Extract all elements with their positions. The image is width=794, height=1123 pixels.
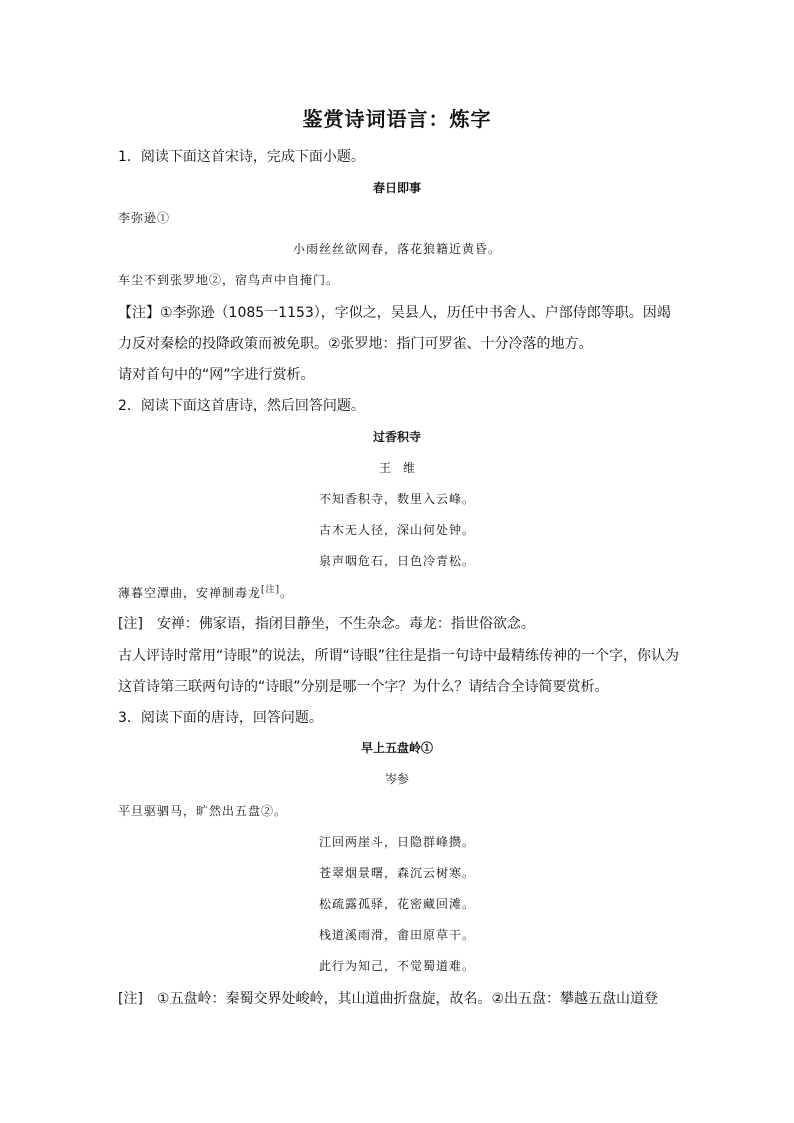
q2-note: [注] 安禅：佛家语，指闭目静坐，不生杂念。毒龙：指世俗欲念。 — [118, 616, 535, 632]
q2-poem-line-2: 古木无人径，深山何处钟。 — [318, 523, 475, 537]
q3-author: 岑参 — [384, 772, 409, 786]
q2-footnote-marker: [注] — [261, 585, 281, 595]
q1-author: 李弥逊① — [118, 211, 171, 225]
q1-question: 请对首句中的“网”字进行赏析。 — [118, 367, 315, 383]
q1-note-line-2: 力反对秦桧的投降政策而被免职。②张罗地：指门可罗雀、十分冷落的地方。 — [118, 336, 593, 352]
q3-poem-line-5: 栈道溪雨滑，畬田原草干。 — [318, 928, 475, 942]
q2-poem-line-3: 泉声咽危石，日色冷青松。 — [318, 554, 475, 568]
q3-note: [注] ①五盘岭：秦蜀交界处峻岭，其山道曲折盘旋，故名。②出五盘：攀越五盘山道登 — [118, 991, 659, 1007]
q2-poem-line-1: 不知香积寺，数里入云峰。 — [318, 492, 475, 506]
q1-poem-title: 春日即事 — [372, 181, 421, 195]
q2-question-line-1: 古人评诗时常用“诗眼”的说法，所谓“诗眼”往往是指一句诗中最精练传神的一个字，你认为 — [118, 648, 680, 664]
q1-prompt: 1．阅读下面这首宋诗，完成下面小题。 — [118, 149, 365, 165]
q3-prompt: 3．阅读下面的唐诗，回答问题。 — [118, 710, 323, 726]
q2-prompt: 2．阅读下面这首唐诗，然后回答问题。 — [118, 398, 365, 414]
q2-poem-line-4-text: 薄暮空潭曲，安禅制毒龙 — [118, 586, 262, 600]
q2-poem-line-4 — [118, 582, 293, 601]
q2-poem-line-4-end: 。 — [280, 586, 294, 600]
q1-poem-line-2: 车尘不到张罗地②，宿鸟声中自掩门。 — [118, 273, 340, 287]
page-title: 鉴赏诗词语言：炼字 — [302, 107, 492, 131]
q3-poem-line-6: 此行为知己，不觉蜀道难。 — [318, 959, 475, 973]
q1-note-line-1: 【注】①李弥逊（1085一1153），字似之，吴县人，历任中书舍人、户部侍郎等职。因竭 — [118, 305, 671, 321]
q3-poem-line-3: 苍翠烟景曙，森沉云树寒。 — [318, 866, 475, 880]
q2-poem-title: 过香积寺 — [372, 430, 421, 444]
q3-poem-title: 早上五盘岭① — [360, 741, 433, 755]
q3-poem-line-4: 松疏露孤驿，花密藏回滩。 — [318, 897, 475, 911]
q2-question-line-2: 这首诗第三联两句诗的“诗眼”分别是哪一个字？为什么？请结合全诗简要赏析。 — [118, 679, 609, 695]
q2-author: 王 维 — [378, 461, 415, 475]
q3-poem-line-1: 平旦驱驷马，旷然出五盘②。 — [118, 804, 288, 818]
q3-poem-line-2: 江回两崖斗，日隐群峰攒。 — [318, 835, 475, 849]
q1-poem-line-1: 小雨丝丝欲网春，落花狼籍近黄昏。 — [292, 242, 501, 256]
